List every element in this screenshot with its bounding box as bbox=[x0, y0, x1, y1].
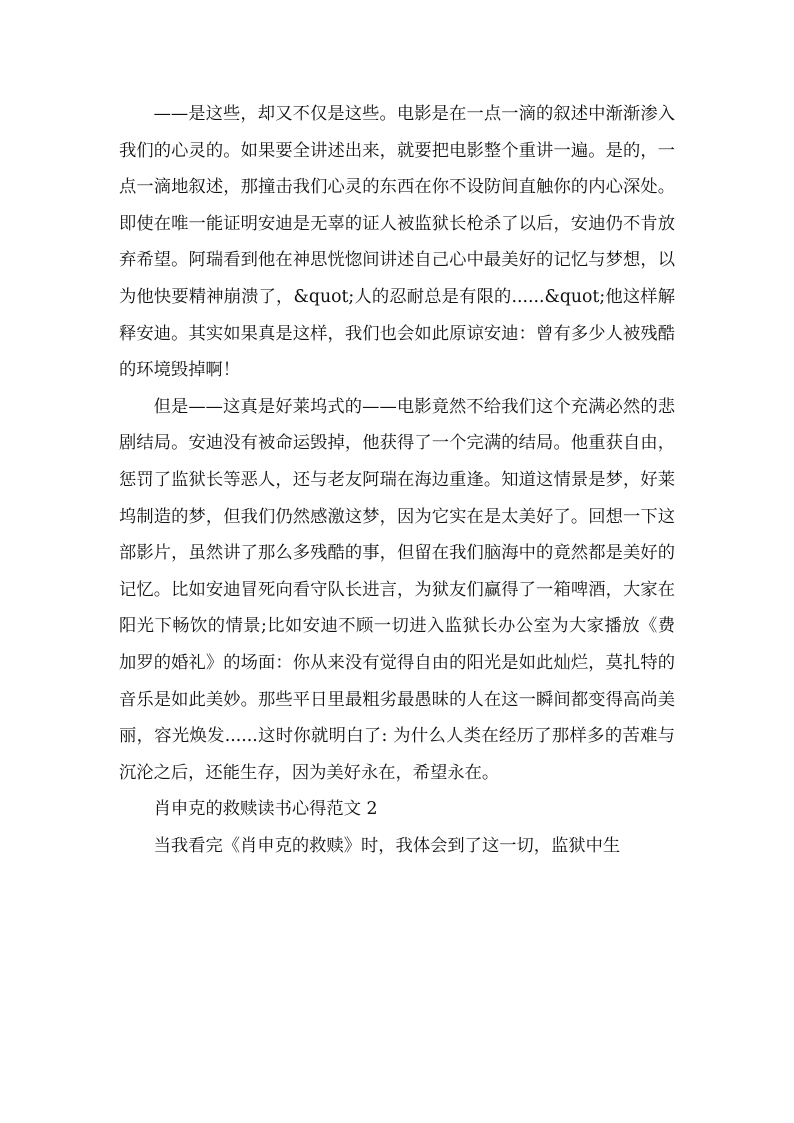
body-paragraph-2: 但是——这真是好莱坞式的——电影竟然不给我们这个充满必然的悲剧结局。安迪没有被命运毁掉，他获得了一个完满的结局。他重获自由，惩罚了监狱长等恶人，还与老友阿瑞在海边重逢。知道这情景是梦，好莱坞制造的梦，但我们仍然感激这梦，因为它实在是太美好了。回想一下这部影片，虽然讲了那么多残酷的事，但留在我们脑海中的竟然都是美好的记忆。比如安迪冒死向看守队长进言，为狱友们赢得了一箱啤酒，大家在阳光下畅饮的情景;比如安迪不顾一切进入监狱长办公室为大家播放《费加罗的婚礼》的场面：你从来没有觉得自由的阳光是如此灿烂，莫扎特的音乐是如此美妙。那些平日里最粗劣最愚昧的人在这一瞬间都变得高尚美丽，容光焕发......这时你就明白了: 为什么人类在经历了那样多的苦难与沉沦之后，还能生存，因为美好永在，希望永在。 bbox=[119, 396, 675, 783]
body-paragraph-1: ——是这些，却又不仅是这些。电影是在一点一滴的叙述中渐渐渗入我们的心灵的。如果要全讲述出来，就要把电影整个重讲一遍。是的，一点一滴地叙述，那撞击我们心灵的东西在你不设防间直触你的内心深处。即使在唯一能证明安迪是无辜的证人被监狱长枪杀了以后，安迪仍不肯放弃希望。阿瑞看到他在神思恍惚间讲述自己心中最美好的记忆与梦想，以为他快要精神崩溃了，&quot;人的忍耐总是有限的......&quot;他这样解释安迪。其实如果真是这样，我们也会如此原谅安迪：曾有多少人被残酷的环境毁掉啊！ bbox=[119, 104, 675, 381]
section-heading: 肖申克的救赎读书心得范文 2 bbox=[153, 799, 378, 820]
body-paragraph-3: 当我看完《肖申克的救赎》时，我体会到了这一切，监狱中生 bbox=[153, 835, 621, 856]
document-page bbox=[119, 96, 675, 864]
